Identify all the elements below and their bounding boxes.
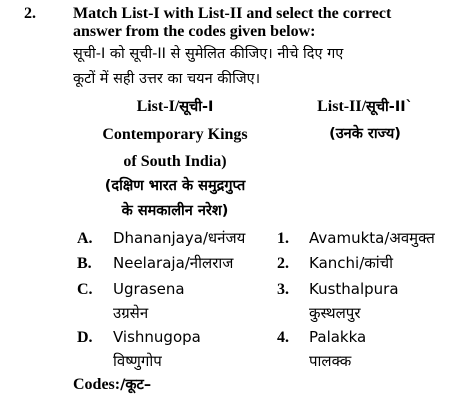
list1-subheading-hindi: [60, 174, 290, 224]
list2-item-4-line-1: Palakka: [309, 328, 367, 346]
list1-item-c-line-2: उग्रसेन: [113, 304, 149, 322]
list1-subheading-hindi-line-2: के समकालीन नरेश): [121, 203, 229, 219]
list1-subheading-line-1: Contemporary Kings: [102, 126, 248, 143]
list1-title-hindi: सूची-I: [179, 99, 214, 115]
list2-item-2-text: Kanchi/कांची: [309, 254, 394, 272]
list1-item-c-line-1: Ugrasena: [113, 280, 185, 298]
list1-item-d-line-1: Vishnugopa: [113, 328, 201, 346]
list2-item-1-text: Avamukta/अवमुक्त: [309, 229, 435, 247]
list1-item-b-letter: B.: [77, 255, 92, 272]
list2-title-hindi: सूची-II`: [366, 99, 413, 115]
list1-item-d-letter: D.: [77, 329, 93, 346]
question-english-line-2: answer from the codes given below:: [73, 23, 316, 40]
list2-item-4-number: 4.: [277, 329, 289, 346]
list1-item-a-letter: A.: [77, 230, 93, 247]
question-english-line-1: Match List-I with List-II and select the correct: [73, 5, 392, 22]
codes-label-hindi: /कूट–: [120, 377, 152, 393]
question-hindi-line-1: सूची-I को सूची-II से सुमेलित कीजिए। नीचे दिए गए: [73, 46, 344, 62]
list2-item-4-line-2: पालक्क: [309, 352, 352, 370]
list2-heading: [280, 93, 450, 148]
list2-title: [280, 93, 450, 121]
list2-subheading: (उनके राज्य): [329, 126, 401, 142]
list1-subheading-line-2: of South India): [123, 153, 227, 170]
list1-item-c-text: [113, 277, 185, 325]
codes-label: [73, 374, 151, 396]
list1-heading: [60, 93, 290, 175]
question-number: 2.: [24, 5, 36, 22]
list2-item-3-number: 3.: [277, 281, 289, 298]
list1-title: [60, 93, 290, 121]
list1-item-d-line-2: विष्णुगोप: [113, 352, 162, 370]
list2-item-3-line-1: Kusthalpura: [309, 280, 399, 298]
list1-subheading-hindi-line-1: (दक्षिण भारत के समुद्रगुप्त: [104, 178, 246, 194]
list1-item-d-text: [113, 325, 201, 373]
question-text-english: [73, 5, 455, 41]
list2-item-3-text: [309, 277, 399, 325]
list2-item-2-number: 2.: [277, 255, 289, 272]
list1-item-c-letter: C.: [77, 281, 93, 298]
list2-item-1-number: 1.: [277, 230, 289, 247]
list1-item-a-text: Dhananjaya/धनंजय: [113, 229, 246, 247]
codes-label-english: Codes:: [73, 376, 121, 393]
list2-item-4-text: [309, 325, 366, 373]
question-hindi-line-2: कूटों में सही उत्तर का चयन कीजिए।: [73, 71, 261, 87]
list2-item-3-line-2: कुस्थलपुर: [309, 304, 361, 322]
list1-title-english: List-I/: [136, 98, 180, 115]
list1-item-b-text: Neelaraja/नीलराज: [113, 254, 234, 272]
list2-title-english: List-II/: [317, 98, 367, 115]
question-text-hindi: [73, 42, 455, 92]
